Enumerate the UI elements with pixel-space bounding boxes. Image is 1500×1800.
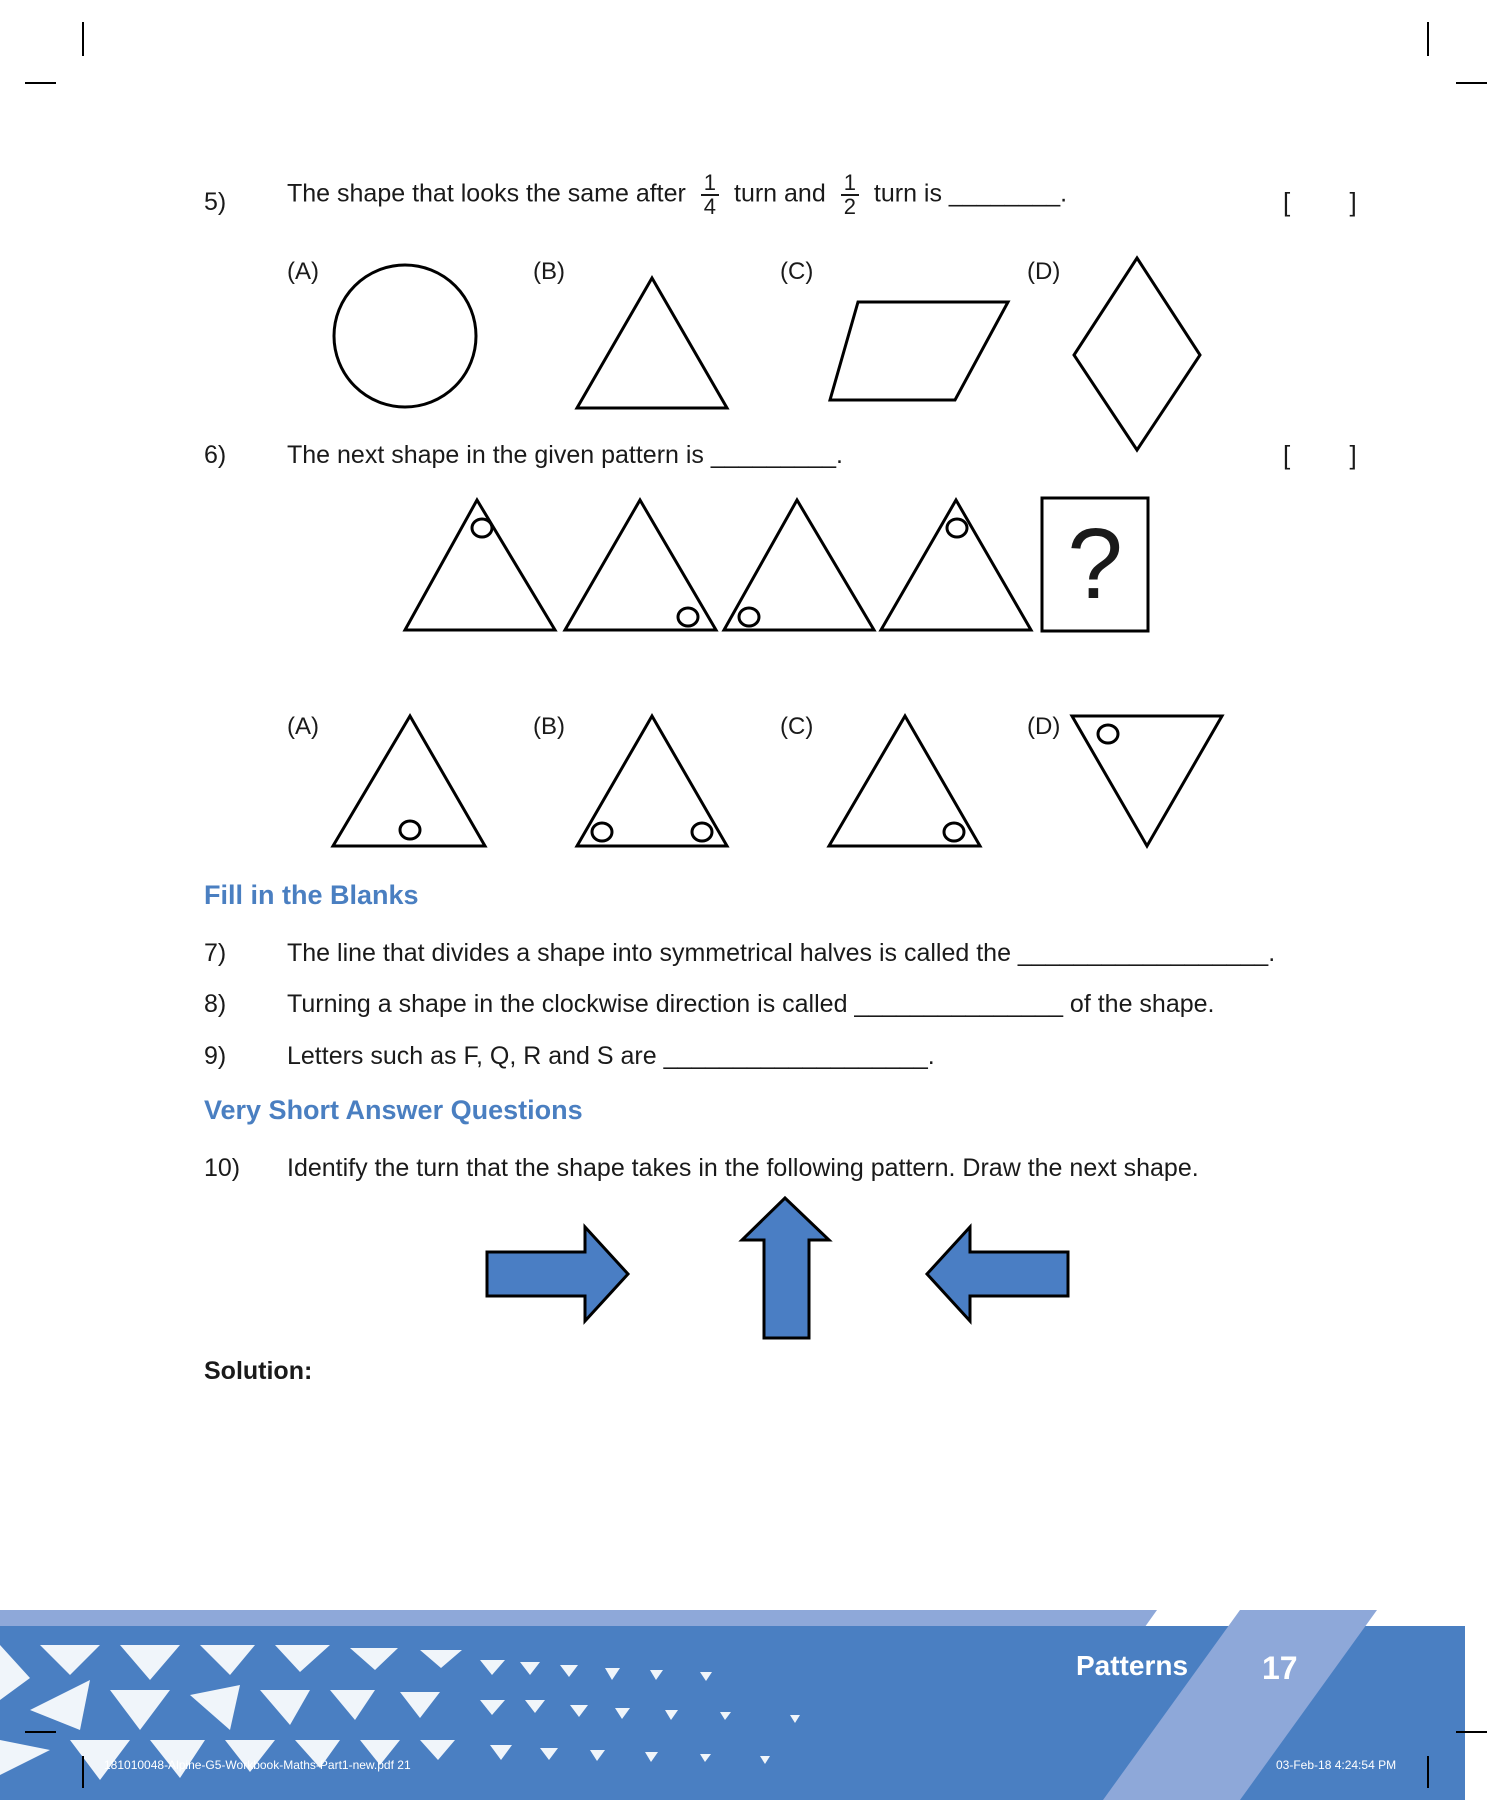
q5-number: 5) xyxy=(204,188,227,216)
fraction-numerator: 1 xyxy=(841,172,859,196)
q6-option-b-label: (B) xyxy=(533,713,565,740)
q6-option-a-label: (A) xyxy=(287,713,319,740)
fraction-one-half xyxy=(841,172,859,218)
q5-text-mid: turn and xyxy=(734,179,826,208)
q6-option-a-shape[interactable] xyxy=(333,716,485,846)
q5-text xyxy=(287,172,1067,218)
circle-shape[interactable] xyxy=(334,265,476,407)
pattern-triangle-2 xyxy=(565,500,716,630)
q6-option-c-shape[interactable] xyxy=(829,716,980,846)
pattern-triangle-4 xyxy=(881,500,1031,630)
footer-chapter-title: Patterns xyxy=(1076,1650,1189,1681)
dot-icon xyxy=(739,608,759,626)
q6-answer-bracket[interactable]: [ ] xyxy=(1283,440,1383,470)
fraction-denominator: 4 xyxy=(703,194,717,219)
q6-option-shapes xyxy=(0,705,1500,865)
footer-page-number: 17 xyxy=(1262,1650,1298,1686)
dot-icon xyxy=(472,519,492,537)
q6-text: The next shape in the given pattern is _________. xyxy=(287,441,843,469)
q10-text: Identify the turn that the shape takes in the following pattern. Draw the next shape. xyxy=(287,1154,1199,1182)
fraction-denominator: 2 xyxy=(843,194,856,219)
q5-answer-bracket[interactable]: [ ] xyxy=(1283,187,1383,217)
q9-text: Letters such as F, Q, R and S are ___________________. xyxy=(287,1042,935,1070)
pattern-triangle-3 xyxy=(724,500,874,630)
arrow-left-icon xyxy=(927,1227,1068,1321)
fraction-numerator: 1 xyxy=(701,172,719,196)
q5-option-a-label: (A) xyxy=(287,258,319,285)
very-short-answer-heading: Very Short Answer Questions xyxy=(204,1095,583,1125)
q6-option-c-label: (C) xyxy=(780,713,814,740)
q5-option-b-label: (B) xyxy=(533,258,565,285)
triangle-shape[interactable] xyxy=(577,278,727,408)
q9-number: 9) xyxy=(204,1042,227,1070)
dot-icon xyxy=(947,519,967,537)
arrow-right-icon xyxy=(487,1227,628,1321)
q8-number: 8) xyxy=(204,990,227,1018)
q6-number: 6) xyxy=(204,441,227,469)
q6-option-d-label: (D) xyxy=(1027,713,1061,740)
arrow-up-icon xyxy=(742,1198,829,1338)
q5-text-after: turn is ________. xyxy=(873,179,1068,208)
question-mark: ? xyxy=(1067,508,1123,620)
q7-text: The line that divides a shape into symmetrical halves is called the __________________. xyxy=(287,939,1276,967)
dot-icon xyxy=(678,608,698,626)
fill-in-the-blanks-heading: Fill in the Blanks xyxy=(204,880,419,910)
q8-text: Turning a shape in the clockwise direction is called _______________ of the shape. xyxy=(287,990,1215,1018)
q5-option-c-label: (C) xyxy=(780,258,814,285)
q6-option-b-shape[interactable] xyxy=(577,716,727,846)
q6-option-d-shape[interactable] xyxy=(1072,716,1222,846)
q5-option-d-label: (D) xyxy=(1027,258,1061,285)
q10-number: 10) xyxy=(204,1154,241,1182)
footer-file-info: 181010048-Alpine-G5-Workbook-Maths-Part1-new.pdf 21 xyxy=(104,1758,411,1772)
q7-number: 7) xyxy=(204,939,227,967)
fraction-one-quarter xyxy=(701,172,719,218)
q6-pattern xyxy=(0,490,1500,660)
footer-timestamp: 03-Feb-18 4:24:54 PM xyxy=(1276,1758,1397,1772)
q5-text-before: The shape that looks the same after xyxy=(287,179,686,208)
rhombus-shape[interactable] xyxy=(1074,258,1200,450)
q10-arrow-pattern xyxy=(0,1190,1500,1350)
footer-crop-marks xyxy=(0,1660,1500,1800)
pattern-triangle-1 xyxy=(405,500,555,630)
parallelogram-shape[interactable] xyxy=(830,302,1008,400)
solution-label: Solution: xyxy=(204,1357,313,1385)
